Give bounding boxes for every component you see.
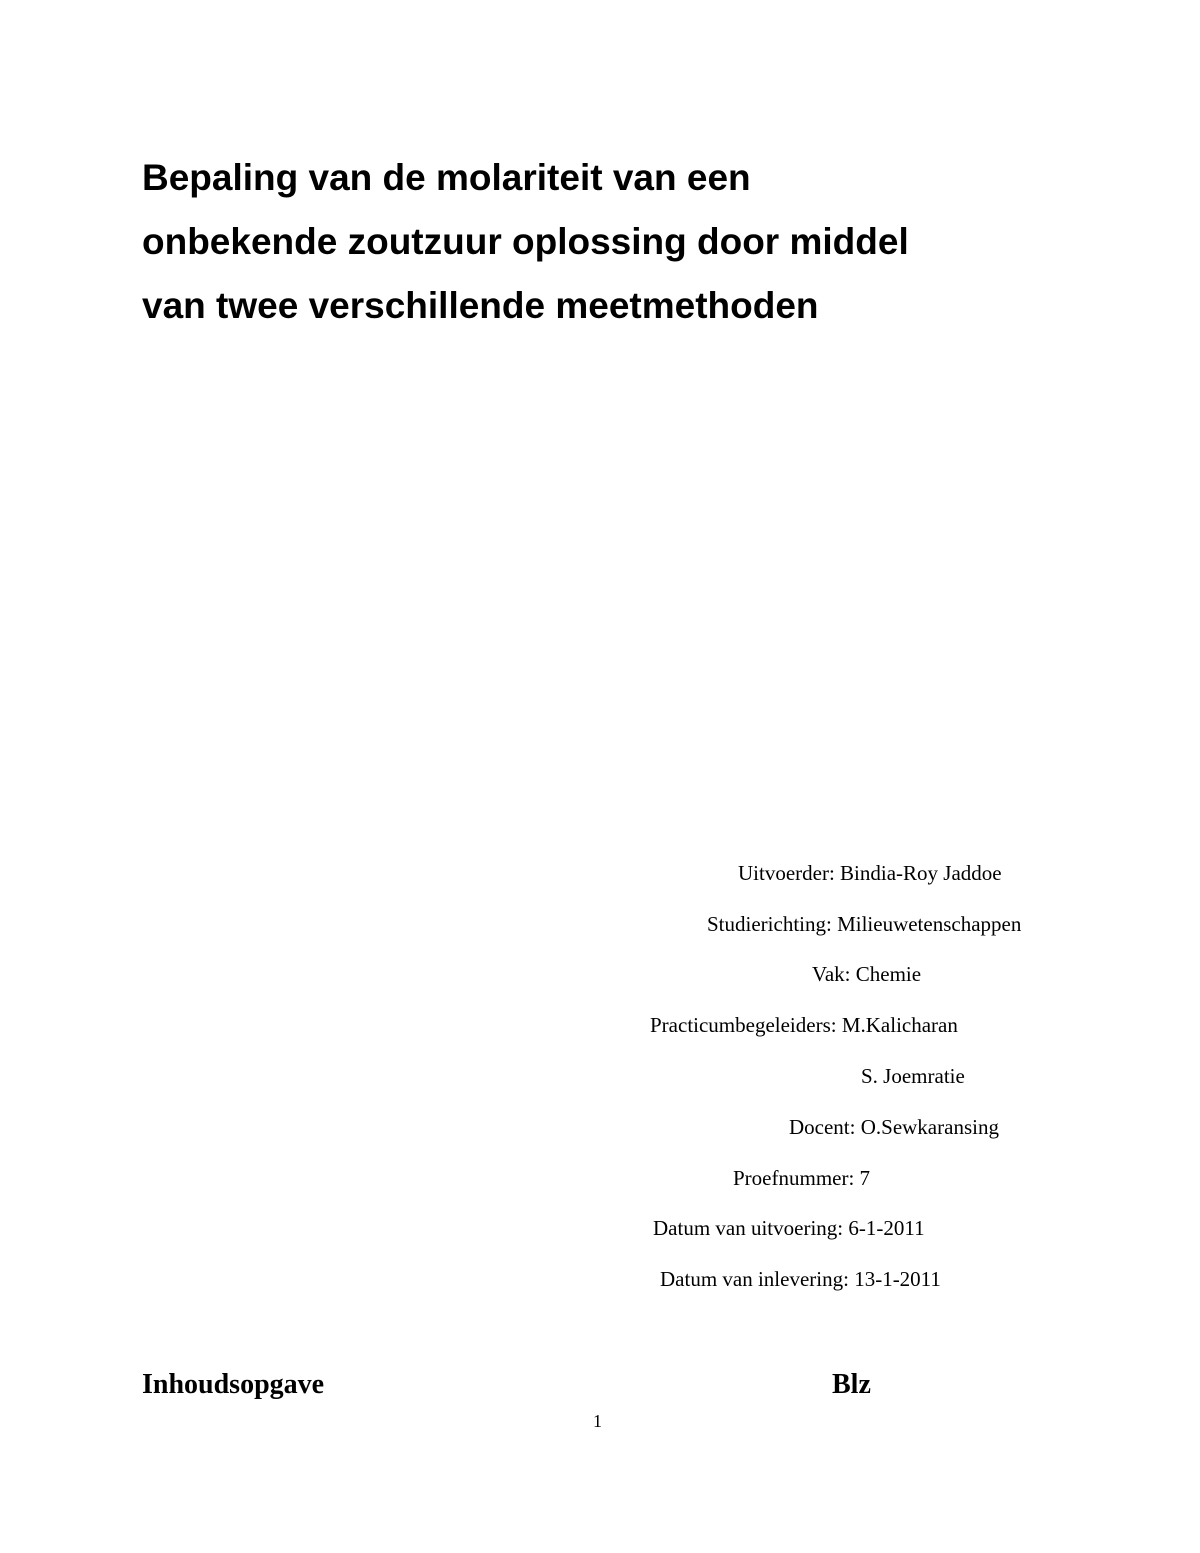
title-line-3: van twee verschillende meetmethoden [142,285,819,326]
meta-practicumbegeleiders: Practicumbegeleiders: M.Kalicharan [650,1013,958,1037]
page-number: 1 [593,1411,602,1431]
document-title [142,146,1102,338]
meta-datum-inlevering: Datum van inlevering: 13-1-2011 [660,1267,941,1291]
toc-heading: Inhoudsopgave [142,1369,325,1400]
meta-uitvoerder: Uitvoerder: Bindia-Roy Jaddoe [738,861,1002,885]
title-line-2: onbekende zoutzuur oplossing door middel [142,221,909,262]
meta-proefnummer: Proefnummer: 7 [733,1166,871,1190]
meta-studierichting: Studierichting: Milieuwetenschappen [707,912,1022,936]
meta-practicumbegeleider-2: S. Joemratie [861,1064,965,1088]
title-line-1: Bepaling van de molariteit van een [142,157,751,198]
toc-page-column-heading: Blz [832,1369,871,1400]
meta-docent: Docent: O.Sewkaransing [789,1115,999,1139]
meta-datum-uitvoering: Datum van uitvoering: 6-1-2011 [653,1216,925,1240]
meta-vak: Vak: Chemie [812,962,922,986]
